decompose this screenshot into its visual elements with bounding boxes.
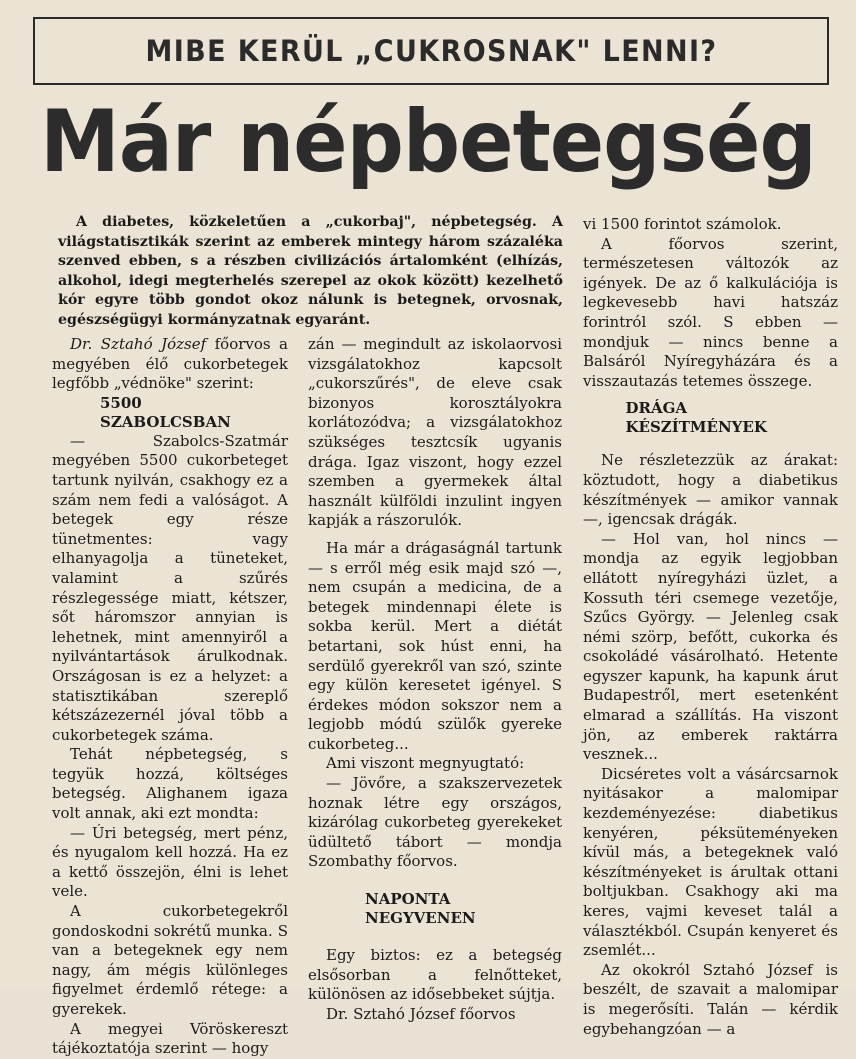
col2-paragraph-5: Egy biztos: ez a betegség elsősorban a felnőtteket, különösen az idősebbeket sújtja.: [308, 946, 562, 1004]
col2-paragraph-4: — Jövőre, a szakszervezetek hoznak létre egy országos, kizárólag cukorbeteg gyerekeket üdültető tábort — mondja Szombathy főorvos.: [308, 774, 562, 871]
col2-paragraph-6: Dr. Sztahó József főorvos: [326, 1004, 516, 1023]
kicker-box: [33, 17, 829, 85]
col3-paragraph-4: — Hol van, hol nincs — mondja az egyik legjobban ellátott nyíregyházi üzlet, a Kossuth téri csemege vezetője, Szűcs György. — Jelenleg csak némi szörp, befőtt, cukorka és csokoládé vásárolható. Hetente egyszer kapunk, ha kapunk árut Budapestről, mert esetenként elmarad a szállítás. Ha viszont jön, az emberek raktárra vesznek...: [583, 529, 838, 764]
headline: Már népbetegség: [40, 92, 816, 192]
col3-paragraph-6: Az okokról Sztahó József is beszélt, de szavait a malomipar is megerősíti. Talán — kérdik egybehangzóan — a: [583, 960, 838, 1038]
col1-paragraph-3: — Úri betegség, mert pénz, és nyugalom kell hozzá. Ha ez a kettő összejön, élni is lehet vele.: [52, 823, 288, 901]
col1-intro: Dr. Sztahó József főorvos a megyében élő cukorbetegek legfőbb „védnöke" szerint:: [52, 335, 288, 393]
column-2: [308, 335, 562, 1024]
col1-paragraph-1: — Szabolcs-Szatmár megyében 5500 cukorbeteget tartunk nyilván, csakhogy ez a szám nem fedi a valóságot. A betegek egy része tünetmentes: vagy elhanyagolja a tüneteket, valamint a szűrés részlegessége miatt, kétszer, sőt háromszor annyian is lehetnek, mint amennyiről a nyilvántartások árulkodnak. Országosan is ez a helyzet: a statisztikában szereplő kétszázezernél jóval több a cukorbetegek száma.: [52, 431, 288, 744]
lead-paragraph: A diabetes, közkeletűen a „cukorbaj", népbetegség. A világstatisztikák szerint az emberek mintegy három százaléka szenved ebben, s a részben civilizációs ártalomként (elhízás, alkohol, idegi megterhelés szerepel az okok között) kezelhető kór egyre több gondot okoz nálunk is betegnek, orvosnak, egészségügyi kormányzatnak egyaránt.: [58, 214, 563, 328]
column-3: [583, 215, 838, 1039]
col1-paragraph-2: Tehát népbetegség, s tegyük hozzá, költséges betegség. Alighanem igaza volt annak, aki ezt mondta:: [52, 745, 288, 823]
kicker-title: MIBE KERÜL „CUKROSNAK" LENNI?: [145, 34, 717, 68]
col3-paragraph-2: A főorvos szerint, természetesen változók az igények. De az ő kalkulációja is legkevesebb havi hatszáz forintról szól. S ebben — mondjuk — nincs benne a Balsáról Nyíregyházára és a visszautazás tetemes összege.: [583, 234, 838, 390]
col3-paragraph-5: Dicséretes volt a vásárcsarnok nyitásakor a malomipar kezdeményezése: diabetikus kenyéren, péksüteményeken kívül más, a betegeknek való készítményeket is árultak ottani boltjukban. Csakhogy aki ma keres, vajmi keveset talál a választékból. Csupán kenyeret és zsemlét...: [583, 764, 838, 960]
col2-paragraph-2: Ha már a drágaságnál tartunk — s erről még esik majd szó —, nem csupán a medicina, de a betegek mindennapi élete is sokba kerül. Mert a diétát betartani, sok húst enni, ha serdülő gyerekről van szó, szinte egy külön keresetet igényel. S érdekes módon sokszor nem a legjobb módú szülők gyereke cukorbeteg...: [308, 538, 562, 753]
col2-paragraph-1: zán — megindult az iskolaorvosi vizsgálatokhoz kapcsolt „cukorszűrés", de eleve csak bizonyos korosztályokra korlátozódva; a vizsgálatokhoz szükséges tesztcsík ugyanis drága. Igaz viszont, hogy ezzel szemben a gyermekek által használt külföldi inzulint ingyen kapják a rászorulók.: [308, 335, 562, 530]
col2-paragraph-3: Ami viszont megnyugtató:: [326, 754, 525, 773]
col1-paragraph-5: A megyei Vöröskereszt tájékoztatója szerint — hogy: [52, 1019, 288, 1058]
column-1: [52, 335, 288, 1059]
col1-paragraph-4: A cukorbetegekről gondoskodni sokrétű munka. S van a betegeknek egy nem nagy, ám mégis különleges figyelmet érdemlő rétege: a gyerekek.: [52, 902, 288, 1018]
col3-paragraph-1: vi 1500 forintot számolok.: [583, 215, 782, 233]
col2-subhead: NAPONTA NEGYVENEN: [365, 890, 476, 928]
col1-subhead: 5500 SZABOLCSBAN: [100, 393, 231, 431]
col3-paragraph-3: Ne részletezzük az árakat: köztudott, hogy a diabetikus készítmények — amikor vannak —, igencsak drágák.: [583, 451, 838, 529]
col3-subhead: DRÁGA KÉSZÍTMÉNYEK: [625, 399, 767, 437]
